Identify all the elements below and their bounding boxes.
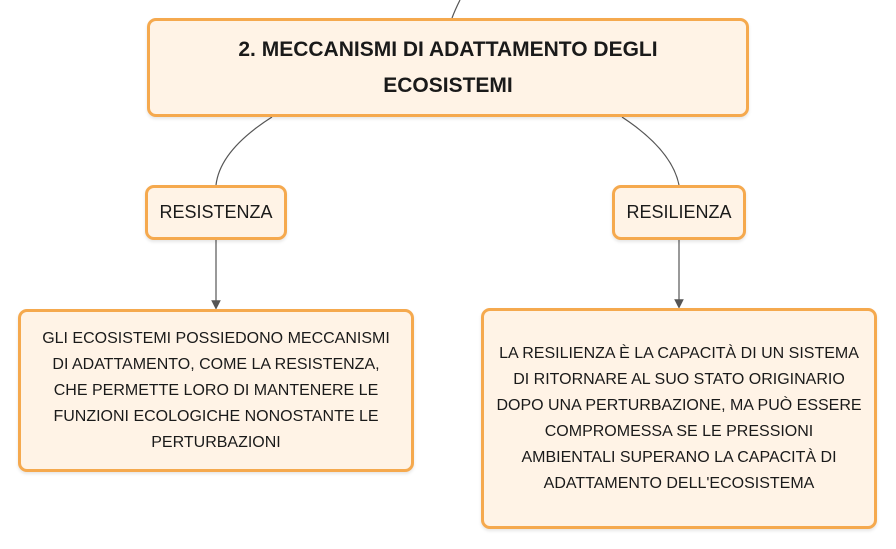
root-to-resistenza-connector (216, 117, 272, 185)
resilienza-description-text: LA RESILIENZA È LA CAPACITÀ DI UN SISTEMA DI RITORNARE AL SUO STATO ORIGINARIO DOPO UNA PERTURBAZIONE, MA PUÒ ESSERE COMPROMESSA SE LE PRESSIONI AMBIENTALI SUPERANO LA CAPACITÀ DI ADATTAMENTO DELL'ECOSISTEMA (496, 344, 862, 492)
root-to-resilienza-connector (622, 117, 679, 185)
resistenza-description-node[interactable] (18, 309, 414, 472)
root-node-title: 2. MECCANISMI DI ADATTAMENTO DEGLI ECOSISTEMI (238, 37, 658, 97)
resilienza-description-node[interactable] (481, 308, 877, 529)
resistenza-description-text: GLI ECOSISTEMI POSSIEDONO MECCANISMI DI ADATTAMENTO, COME LA RESISTENZA, CHE PERMETTE LORO DI MANTENERE LE FUNZIONI ECOLOGICHE NONOSTANTE LE PERTURBAZIONI (42, 329, 390, 451)
root-node[interactable] (147, 18, 749, 117)
resilienza-label: RESILIENZA (626, 202, 732, 222)
incoming-connector (452, 0, 460, 18)
resilienza-node[interactable] (612, 185, 746, 240)
resistenza-node[interactable] (145, 185, 287, 240)
resistenza-label: RESISTENZA (159, 202, 273, 222)
